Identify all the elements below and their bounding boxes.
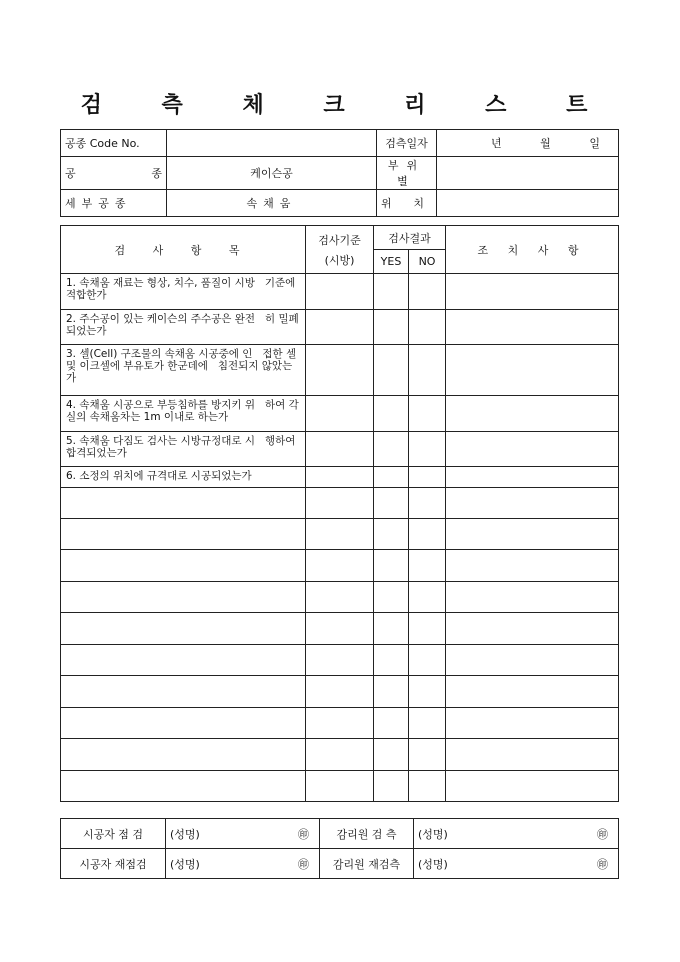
standard-cell[interactable] bbox=[306, 550, 374, 582]
page-title: 검 측 체 크 리 스 트 bbox=[80, 92, 614, 118]
yes-cell[interactable] bbox=[374, 771, 409, 802]
no-cell[interactable] bbox=[409, 488, 446, 519]
check-item[interactable] bbox=[61, 771, 306, 802]
action-cell[interactable] bbox=[446, 274, 619, 310]
empty-row bbox=[61, 708, 619, 739]
date-month: 월 bbox=[540, 137, 551, 150]
check-table bbox=[60, 225, 619, 802]
action-cell[interactable] bbox=[446, 488, 619, 519]
date-label: 검측일자 bbox=[377, 130, 437, 157]
check-item[interactable] bbox=[61, 645, 306, 676]
yes-cell[interactable] bbox=[374, 739, 409, 771]
no-cell[interactable] bbox=[409, 345, 446, 396]
sub-label: 세부공종 bbox=[61, 190, 167, 217]
action-cell[interactable] bbox=[446, 613, 619, 645]
no-cell[interactable] bbox=[409, 467, 446, 488]
action-cell[interactable] bbox=[446, 645, 619, 676]
action-cell[interactable] bbox=[446, 345, 619, 396]
yes-cell[interactable] bbox=[374, 467, 409, 488]
action-cell[interactable] bbox=[446, 582, 619, 613]
yes-cell[interactable] bbox=[374, 645, 409, 676]
yes-cell[interactable] bbox=[374, 432, 409, 467]
location-label: 위 치 bbox=[377, 190, 437, 217]
check-item[interactable] bbox=[61, 550, 306, 582]
no-cell[interactable] bbox=[409, 396, 446, 432]
date-year: 년 bbox=[491, 137, 502, 150]
check-item: 2. 주수공이 있는 케이슨의 주수공은 완전 히 밀폐 되었는가 bbox=[61, 310, 306, 345]
check-item[interactable] bbox=[61, 582, 306, 613]
empty-row bbox=[61, 645, 619, 676]
standard-cell[interactable] bbox=[306, 582, 374, 613]
empty-row bbox=[61, 488, 619, 519]
yes-cell[interactable] bbox=[374, 345, 409, 396]
action-cell[interactable] bbox=[446, 708, 619, 739]
check-item[interactable] bbox=[61, 676, 306, 708]
contractor-check-sign[interactable] bbox=[166, 819, 320, 849]
empty-row bbox=[61, 550, 619, 582]
supervisor-check-sign[interactable] bbox=[414, 819, 619, 849]
location-value[interactable] bbox=[437, 190, 619, 217]
standard-header-line2: (시방) bbox=[324, 253, 355, 267]
code-value[interactable] bbox=[167, 130, 377, 157]
name-placeholder: (성명) bbox=[418, 827, 448, 841]
standard-cell[interactable] bbox=[306, 708, 374, 739]
no-cell[interactable] bbox=[409, 645, 446, 676]
work-value[interactable]: 케이슨공 bbox=[167, 157, 377, 190]
yes-cell[interactable] bbox=[374, 613, 409, 645]
sign-table bbox=[60, 818, 619, 879]
check-item[interactable] bbox=[61, 708, 306, 739]
standard-cell[interactable] bbox=[306, 396, 374, 432]
no-cell[interactable] bbox=[409, 676, 446, 708]
name-placeholder: (성명) bbox=[170, 857, 200, 871]
standard-cell[interactable] bbox=[306, 345, 374, 396]
check-item[interactable] bbox=[61, 488, 306, 519]
yes-header: YES bbox=[374, 250, 409, 274]
supervisor-check-label: 감리원 검 측 bbox=[320, 819, 414, 849]
check-item: 1. 속채움 재료는 형상, 치수, 품질이 시방 기준에 적합한가 bbox=[61, 274, 306, 310]
check-item[interactable] bbox=[61, 613, 306, 645]
work-label: 공 종 bbox=[61, 157, 167, 190]
standard-header-line1: 검사기준 bbox=[318, 233, 361, 247]
result-header: 검사결과 bbox=[374, 226, 446, 250]
item-header: 검 사 항 목 bbox=[61, 226, 306, 274]
no-cell[interactable] bbox=[409, 519, 446, 550]
standard-cell[interactable] bbox=[306, 645, 374, 676]
contractor-recheck-sign[interactable] bbox=[166, 849, 320, 879]
seal-icon: ㊞ bbox=[597, 857, 608, 871]
no-cell[interactable] bbox=[409, 613, 446, 645]
no-cell[interactable] bbox=[409, 310, 446, 345]
standard-cell[interactable] bbox=[306, 519, 374, 550]
yes-cell[interactable] bbox=[374, 708, 409, 739]
no-cell[interactable] bbox=[409, 432, 446, 467]
name-placeholder: (성명) bbox=[170, 827, 200, 841]
action-cell[interactable] bbox=[446, 519, 619, 550]
no-cell[interactable] bbox=[409, 739, 446, 771]
standard-cell[interactable] bbox=[306, 274, 374, 310]
supervisor-recheck-label: 감리원 재검측 bbox=[320, 849, 414, 879]
check-item[interactable] bbox=[61, 519, 306, 550]
yes-cell[interactable] bbox=[374, 274, 409, 310]
action-cell[interactable] bbox=[446, 550, 619, 582]
check-item: 5. 속채움 다짐도 검사는 시방규정대로 시 행하여 합격되었는가 bbox=[61, 432, 306, 467]
standard-cell[interactable] bbox=[306, 771, 374, 802]
standard-cell[interactable] bbox=[306, 613, 374, 645]
standard-cell[interactable] bbox=[306, 739, 374, 771]
yes-cell[interactable] bbox=[374, 582, 409, 613]
contractor-recheck-label: 시공자 재점검 bbox=[61, 849, 166, 879]
no-cell[interactable] bbox=[409, 708, 446, 739]
check-item: 6. 소정의 위치에 규격대로 시공되었는가 bbox=[61, 467, 306, 488]
empty-row bbox=[61, 676, 619, 708]
no-cell[interactable] bbox=[409, 550, 446, 582]
action-cell[interactable] bbox=[446, 432, 619, 467]
empty-row bbox=[61, 582, 619, 613]
check-item[interactable] bbox=[61, 739, 306, 771]
empty-row bbox=[61, 771, 619, 802]
standard-cell[interactable] bbox=[306, 676, 374, 708]
supervisor-recheck-sign[interactable] bbox=[414, 849, 619, 879]
no-cell[interactable] bbox=[409, 582, 446, 613]
seal-icon: ㊞ bbox=[298, 827, 309, 841]
standard-cell[interactable] bbox=[306, 488, 374, 519]
info-table bbox=[60, 129, 619, 217]
action-cell[interactable] bbox=[446, 739, 619, 771]
name-placeholder: (성명) bbox=[418, 857, 448, 871]
code-label: 공종 Code No. bbox=[61, 130, 167, 157]
empty-row bbox=[61, 613, 619, 645]
standard-cell[interactable] bbox=[306, 310, 374, 345]
part-label: 부위별 bbox=[377, 157, 437, 190]
standard-header bbox=[306, 226, 374, 274]
no-cell[interactable] bbox=[409, 771, 446, 802]
standard-cell[interactable] bbox=[306, 467, 374, 488]
empty-row bbox=[61, 739, 619, 771]
sub-value[interactable]: 속채움 bbox=[167, 190, 377, 217]
standard-cell[interactable] bbox=[306, 432, 374, 467]
action-cell[interactable] bbox=[446, 676, 619, 708]
no-cell[interactable] bbox=[409, 274, 446, 310]
yes-cell[interactable] bbox=[374, 676, 409, 708]
seal-icon: ㊞ bbox=[597, 827, 608, 841]
action-header: 조 치 사 항 bbox=[446, 226, 619, 274]
no-header: NO bbox=[409, 250, 446, 274]
action-cell[interactable] bbox=[446, 310, 619, 345]
date-day: 일 bbox=[589, 137, 600, 150]
action-cell[interactable] bbox=[446, 771, 619, 802]
contractor-check-label: 시공자 점 검 bbox=[61, 819, 166, 849]
yes-cell[interactable] bbox=[374, 488, 409, 519]
check-item: 4. 속채움 시공으로 부등침하를 방지키 위 하여 각실의 속채움차는 1m 이내로 하는가 bbox=[61, 396, 306, 432]
part-value[interactable] bbox=[437, 157, 619, 190]
check-item: 3. 셀(Cell) 구조물의 속채움 시공중에 인 접한 셀 및 이크셀에 부유토가 한군데에 침전되지 않았는가 bbox=[61, 345, 306, 396]
action-cell[interactable] bbox=[446, 467, 619, 488]
yes-cell[interactable] bbox=[374, 519, 409, 550]
seal-icon: ㊞ bbox=[298, 857, 309, 871]
date-field[interactable] bbox=[437, 130, 619, 157]
action-cell[interactable] bbox=[446, 396, 619, 432]
yes-cell[interactable] bbox=[374, 310, 409, 345]
yes-cell[interactable] bbox=[374, 550, 409, 582]
empty-row bbox=[61, 519, 619, 550]
yes-cell[interactable] bbox=[374, 396, 409, 432]
